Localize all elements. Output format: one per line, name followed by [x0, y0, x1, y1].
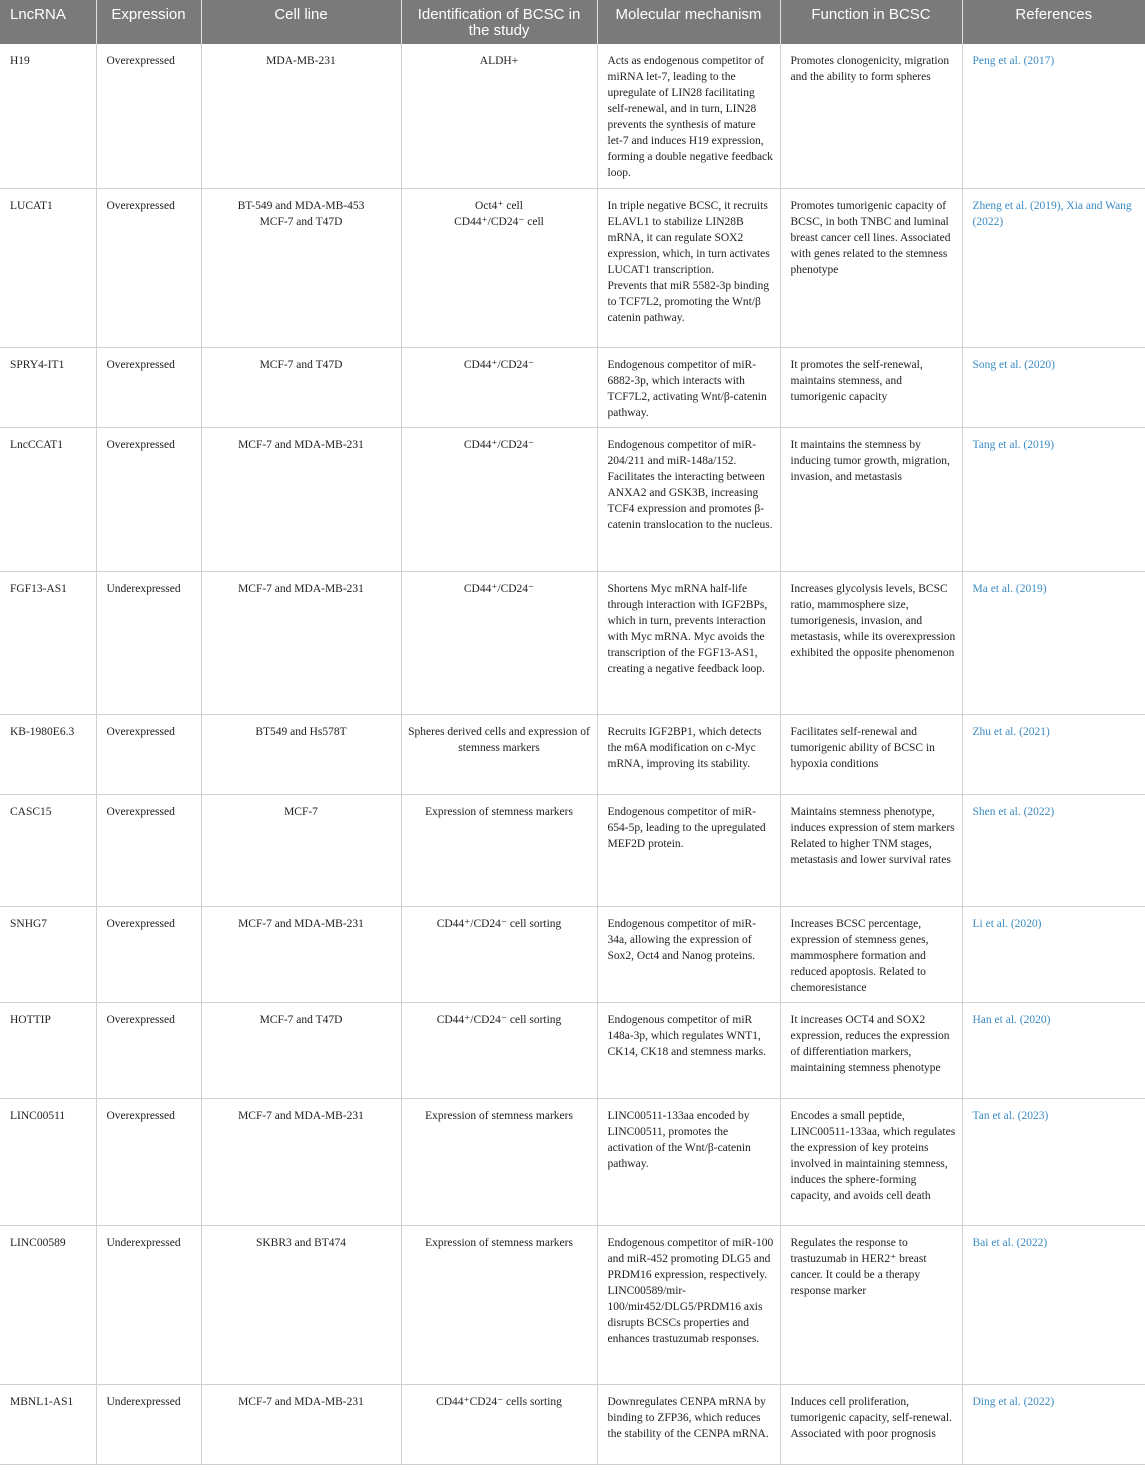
cell-function: Increases glycolysis levels, BCSC ratio, mammosphere size, tumorigenesis, invasion, and metastasis, while its overexpression exhibited the opposite phenomenon: [780, 571, 962, 714]
table-row: [0, 714, 1145, 794]
header-function: Function in BCSC: [780, 0, 962, 44]
cell-cell-line: MCF-7 and MDA-MB-231: [201, 906, 401, 1002]
cell-reference-link[interactable]: Zheng et al. (2019), Xia and Wang (2022): [962, 188, 1145, 347]
cell-reference-link[interactable]: Song et al. (2020): [962, 347, 1145, 427]
cell-lncrna: CASC15: [0, 794, 96, 906]
cell-cell-line: MCF-7 and T47D: [201, 347, 401, 427]
cell-lncrna: MBNL1-AS1: [0, 1384, 96, 1464]
cell-lncrna: HOTTIP: [0, 1002, 96, 1098]
cell-cell-line: MCF-7 and MDA-MB-231: [201, 1384, 401, 1464]
cell-cell-line: MCF-7 and MDA-MB-231: [201, 1098, 401, 1225]
table-row: [0, 347, 1145, 427]
cell-mechanism: In triple negative BCSC, it recruits ELAVL1 to stabilize LIN28B mRNA, it can regulate SOX2 expression, which, in turn activates LUCAT1 transcription. Prevents that miR 5582-3p binding to TCF7L2, promoting the Wnt/β catenin pathway.: [597, 188, 780, 347]
table-row: [0, 188, 1145, 347]
cell-identification: CD44⁺/CD24⁻: [401, 571, 597, 714]
cell-expression: Underexpressed: [96, 1384, 201, 1464]
cell-lncrna: SPRY4-IT1: [0, 347, 96, 427]
cell-function: Encodes a small peptide, LINC00511-133aa, which regulates the expression of key proteins involved in maintaining stemness, induces the sphere-forming capacity, and avoids cell death: [780, 1098, 962, 1225]
table-row: [0, 1225, 1145, 1384]
cell-expression: Overexpressed: [96, 794, 201, 906]
cell-identification: Expression of stemness markers: [401, 1098, 597, 1225]
cell-identification: CD44⁺/CD24⁻ cell sorting: [401, 906, 597, 1002]
cell-expression: Overexpressed: [96, 44, 201, 188]
cell-identification: Expression of stemness markers: [401, 1225, 597, 1384]
cell-expression: Overexpressed: [96, 1098, 201, 1225]
header-cell-line: Cell line: [201, 0, 401, 44]
cell-function: Promotes clonogenicity, migration and the ability to form spheres: [780, 44, 962, 188]
cell-expression: Overexpressed: [96, 427, 201, 571]
cell-identification: CD44⁺CD24⁻ cells sorting: [401, 1384, 597, 1464]
table-row: [0, 1002, 1145, 1098]
cell-reference-link[interactable]: Shen et al. (2022): [962, 794, 1145, 906]
cell-mechanism: Endogenous competitor of miR-34a, allowing the expression of Sox2, Oct4 and Nanog proteins.: [597, 906, 780, 1002]
table-row: [0, 427, 1145, 571]
cell-identification: Expression of stemness markers: [401, 794, 597, 906]
cell-identification: CD44⁺/CD24⁻ cell sorting: [401, 1002, 597, 1098]
cell-lncrna: H19: [0, 44, 96, 188]
cell-cell-line: BT-549 and MDA-MB-453 MCF-7 and T47D: [201, 188, 401, 347]
table-row: [0, 1384, 1145, 1464]
cell-lncrna: LINC00511: [0, 1098, 96, 1225]
cell-cell-line: SKBR3 and BT474: [201, 1225, 401, 1384]
cell-mechanism: Endogenous competitor of miR-6882-3p, which interacts with TCF7L2, activating Wnt/β-catenin pathway.: [597, 347, 780, 427]
table-row: [0, 906, 1145, 1002]
cell-expression: Overexpressed: [96, 1002, 201, 1098]
cell-expression: Underexpressed: [96, 1225, 201, 1384]
cell-lncrna: KB-1980E6.3: [0, 714, 96, 794]
cell-reference-link[interactable]: Li et al. (2020): [962, 906, 1145, 1002]
cell-reference-link[interactable]: Han et al. (2020): [962, 1002, 1145, 1098]
cell-reference-link[interactable]: Ma et al. (2019): [962, 571, 1145, 714]
header-lncrna: LncRNA: [0, 0, 96, 44]
cell-cell-line: MCF-7 and T47D: [201, 1002, 401, 1098]
cell-identification: CD44⁺/CD24⁻: [401, 347, 597, 427]
cell-lncrna: SNHG7: [0, 906, 96, 1002]
header-mechanism: Molecular mechanism: [597, 0, 780, 44]
cell-identification: CD44⁺/CD24⁻: [401, 427, 597, 571]
cell-function: Promotes tumorigenic capacity of BCSC, in both TNBC and luminal breast cancer cell lines. Associated with genes related to the stemness phenotype: [780, 188, 962, 347]
table-row: [0, 794, 1145, 906]
cell-cell-line: MDA-MB-231: [201, 44, 401, 188]
cell-mechanism: Endogenous competitor of miR-204/211 and miR-148a/152. Facilitates the interacting between ANXA2 and GSK3B, increasing TCF4 expression and promotes β-catenin translocation to the nucleus.: [597, 427, 780, 571]
cell-function: Increases BCSC percentage, expression of stemness genes, mammosphere formation and reduced apoptosis. Related to chemoresistance: [780, 906, 962, 1002]
cell-expression: Overexpressed: [96, 347, 201, 427]
cell-reference-link[interactable]: Tang et al. (2019): [962, 427, 1145, 571]
cell-lncrna: FGF13-AS1: [0, 571, 96, 714]
cell-function: Facilitates self-renewal and tumorigenic ability of BCSC in hypoxia conditions: [780, 714, 962, 794]
cell-reference-link[interactable]: Peng et al. (2017): [962, 44, 1145, 188]
cell-identification: Oct4⁺ cell CD44⁺/CD24⁻ cell: [401, 188, 597, 347]
header-expression: Expression: [96, 0, 201, 44]
cell-mechanism: Endogenous competitor of miR-654-5p, leading to the upregulated MEF2D protein.: [597, 794, 780, 906]
cell-mechanism: Shortens Myc mRNA half-life through interaction with IGF2BPs, which in turn, prevents interaction with Myc mRNA. Myc avoids the transcription of the FGF13-AS1, creating a negative feedback loop.: [597, 571, 780, 714]
cell-cell-line: MCF-7: [201, 794, 401, 906]
cell-mechanism: Downregulates CENPA mRNA by binding to ZFP36, which reduces the stability of the CENPA mRNA.: [597, 1384, 780, 1464]
table-row: [0, 1098, 1145, 1225]
cell-identification: ALDH+: [401, 44, 597, 188]
cell-expression: Overexpressed: [96, 188, 201, 347]
cell-expression: Overexpressed: [96, 906, 201, 1002]
cell-mechanism: LINC00511-133aa encoded by LINC00511, promotes the activation of the Wnt/β-catenin pathway.: [597, 1098, 780, 1225]
cell-reference-link[interactable]: Ding et al. (2022): [962, 1384, 1145, 1464]
cell-cell-line: BT549 and Hs578T: [201, 714, 401, 794]
cell-cell-line: MCF-7 and MDA-MB-231: [201, 571, 401, 714]
cell-function: Induces cell proliferation, tumorigenic capacity, self-renewal. Associated with poor prognosis: [780, 1384, 962, 1464]
cell-function: It promotes the self-renewal, maintains stemness, and tumorigenic capacity: [780, 347, 962, 427]
cell-lncrna: LncCCAT1: [0, 427, 96, 571]
header-identification: Identification of BCSC in the study: [401, 0, 597, 44]
cell-expression: Overexpressed: [96, 714, 201, 794]
header-references: References: [962, 0, 1145, 44]
table-header: [0, 0, 1145, 44]
cell-function: Maintains stemness phenotype, induces expression of stem markers Related to higher TNM stages, metastasis and lower survival rates: [780, 794, 962, 906]
table-row: [0, 44, 1145, 188]
cell-reference-link[interactable]: Zhu et al. (2021): [962, 714, 1145, 794]
cell-mechanism: Endogenous competitor of miR-100 and miR-452 promoting DLG5 and PRDM16 expression, respectively. LINC00589/mir-100/mir452/DLG5/PRDM16 axis disrupts BCSCs properties and enhances trastuzumab responses.: [597, 1225, 780, 1384]
cell-function: Regulates the response to trastuzumab in HER2⁺ breast cancer. It could be a therapy response marker: [780, 1225, 962, 1384]
cell-lncrna: LINC00589: [0, 1225, 96, 1384]
cell-mechanism: Recruits IGF2BP1, which detects the m6A modification on c-Myc mRNA, improving its stability.: [597, 714, 780, 794]
cell-mechanism: Acts as endogenous competitor of miRNA let-7, leading to the upregulate of LIN28 facilitating self-renewal, and in turn, LIN28 prevents the synthesis of mature let-7 and induces H19 expression, forming a double negative feedback loop.: [597, 44, 780, 188]
cell-identification: Spheres derived cells and expression of stemness markers: [401, 714, 597, 794]
table-body: [0, 44, 1145, 1464]
cell-reference-link[interactable]: Bai et al. (2022): [962, 1225, 1145, 1384]
cell-lncrna: LUCAT1: [0, 188, 96, 347]
cell-function: It increases OCT4 and SOX2 expression, reduces the expression of differentiation markers, maintaining stemness phenotype: [780, 1002, 962, 1098]
cell-mechanism: Endogenous competitor of miR 148a-3p, which regulates WNT1, CK14, CK18 and stemness marks.: [597, 1002, 780, 1098]
cell-function: It maintains the stemness by inducing tumor growth, migration, invasion, and metastasis: [780, 427, 962, 571]
table-row: [0, 571, 1145, 714]
cell-expression: Underexpressed: [96, 571, 201, 714]
cell-reference-link[interactable]: Tan et al. (2023): [962, 1098, 1145, 1225]
cell-cell-line: MCF-7 and MDA-MB-231: [201, 427, 401, 571]
